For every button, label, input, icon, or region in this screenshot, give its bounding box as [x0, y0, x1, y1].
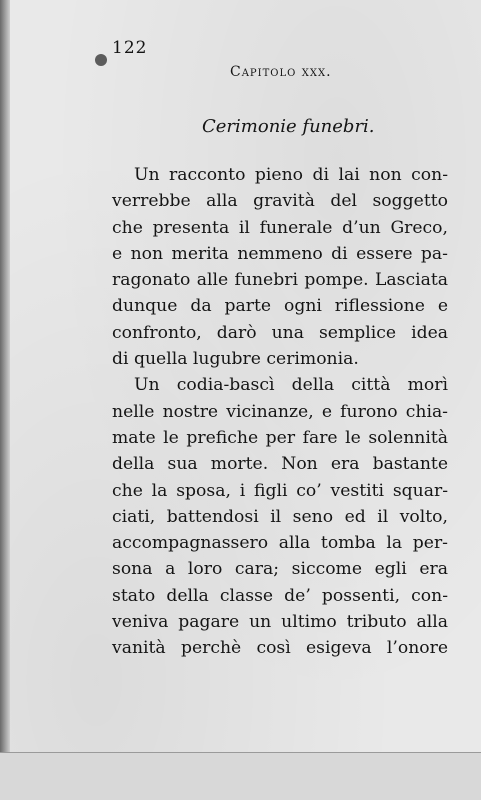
text-line: vanità perchè così esigeva l’onore [112, 638, 448, 659]
text-line: dunque da parte ogni riflessione e [112, 296, 448, 317]
paragraph-1 [112, 162, 448, 372]
text-line: che presenta il funerale d’un Greco, [112, 217, 448, 238]
text-line: e non merita nemmeno di essere pa- [112, 243, 448, 264]
text-line: veniva pagare un ultimo tributo alla [112, 612, 448, 633]
text-line: della sua morte. Non era bastante [112, 454, 448, 475]
paragraph-2 [112, 372, 448, 661]
text-line: sona a loro cara; siccome egli era [112, 559, 448, 580]
page-gutter [0, 0, 10, 800]
text-line: nelle nostre vicinanze, e furono chia- [112, 401, 448, 422]
text-line: di quella lugubre cerimonia. [112, 349, 359, 370]
text-line: accompagnassero alla tomba la per- [112, 533, 448, 554]
text-line: verrebbe alla gravità del soggetto [112, 191, 448, 212]
text-line: ciati, battendosi il seno ed il volto, [112, 506, 448, 527]
text-line: che la sposa, i figli co’ vestiti squar- [112, 480, 448, 501]
chapter-heading: Capitolo xxx. [230, 64, 332, 80]
body-text [112, 162, 448, 662]
text-line: stato della classe de’ possenti, con- [112, 585, 448, 606]
page-bottom-edge [0, 752, 481, 800]
text-line: mate le prefiche per fare le solennità [112, 427, 448, 448]
page-number: 122 [112, 38, 148, 58]
ink-smudge [95, 54, 107, 66]
text-line: ragonato alle funebri pompe. Lasciata [112, 270, 448, 291]
section-title: Cerimonie funebri. [202, 116, 375, 137]
text-line: Un codia-bascì della città morì [134, 375, 448, 396]
text-line: confronto, darò una semplice idea [112, 322, 448, 343]
text-line: Un racconto pieno di lai non con- [134, 165, 448, 185]
